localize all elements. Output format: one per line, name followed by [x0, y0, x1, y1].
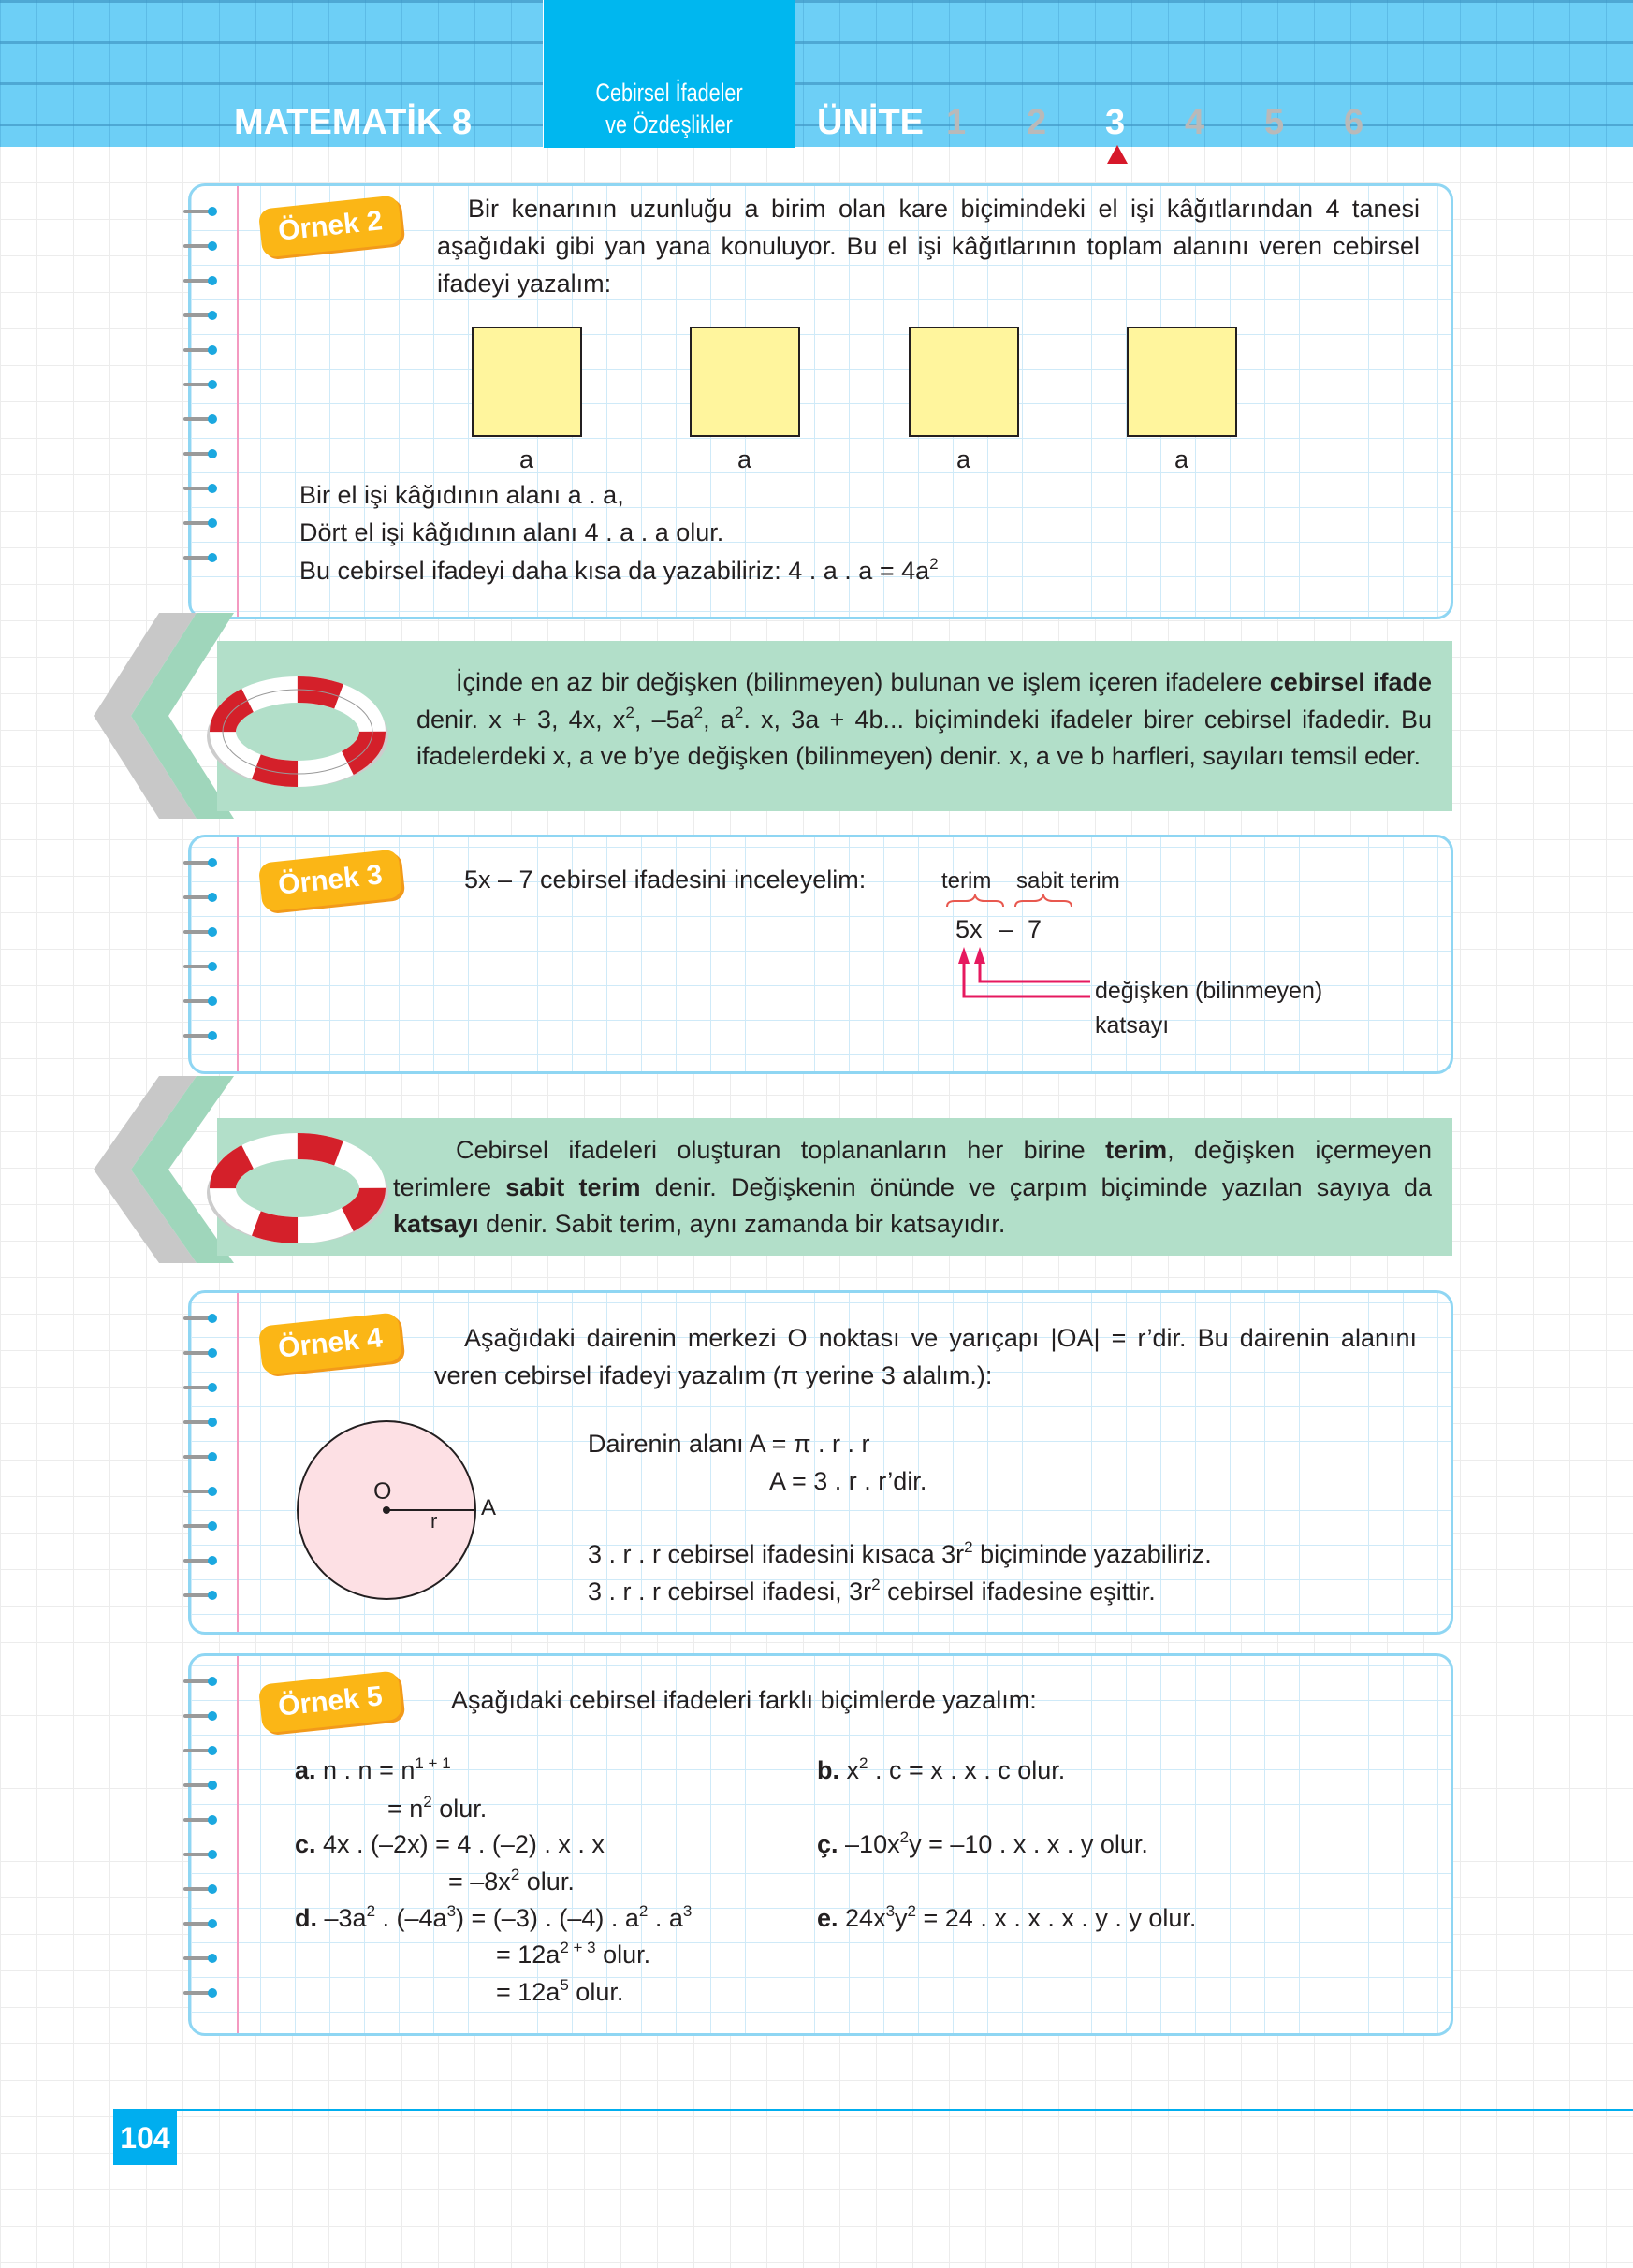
life-ring-icon — [202, 1132, 394, 1249]
text-segment: 4x . (–2x) = 4 . (–2) . x . x — [315, 1830, 605, 1858]
unit-1[interactable]: 1 — [946, 103, 967, 142]
term-brace-icon — [947, 895, 1003, 907]
item-a-line2 — [387, 1795, 487, 1824]
unit-2[interactable]: 2 — [1027, 103, 1047, 142]
constant-brace-icon — [1015, 895, 1072, 907]
text-segment: denir. x + 3, 4x, x — [416, 705, 626, 734]
bold-text: a. — [295, 1756, 316, 1784]
spiral-ring-icon — [183, 1591, 221, 1600]
spiral-ring-icon — [183, 962, 221, 971]
example-4-intro: Aşağıdaki dairenin merkezi O noktası ve yarıçapı |OA| = r’dir. Bu dairenin alanını veren cebirsel ifadeyi yazalım (π yerine 3 alalım.): — [434, 1324, 1417, 1389]
text-segment: = –8x — [448, 1868, 511, 1896]
item-d-line2 — [496, 1941, 650, 1970]
text-segment: . x, 3a + 4b... biçimindeki ifadeler birer cebirsel ifadedir. Bu ifadelerdeki x, a ve b’ye değişken (bilinmeyen) denir. x, a ve b harfleri, sayıları temsil eder. — [416, 705, 1432, 770]
center-label: O — [373, 1478, 392, 1505]
text-segment: –3a — [317, 1904, 367, 1932]
margin-line — [237, 1656, 239, 2033]
spiral-ring-icon — [183, 1711, 221, 1721]
margin-line — [237, 837, 239, 1071]
square-label: a — [737, 445, 752, 473]
example-5-intro: Aşağıdaki cebirsel ifadeleri farklı biçimlerde yazalım: — [451, 1686, 1037, 1714]
spiral-ring-icon — [183, 276, 221, 285]
topic-line1: Cebirsel İfadeler — [595, 79, 743, 107]
spiral-ring-icon — [183, 1884, 221, 1894]
spiral-ring-icon — [183, 1556, 221, 1565]
text-segment: y — [895, 1904, 908, 1932]
item-b-line1 — [817, 1756, 1065, 1785]
text-segment: olur. — [431, 1795, 488, 1823]
example-2-badge: Örnek 2 — [258, 195, 403, 257]
item-d-line3 — [496, 1978, 623, 2007]
spiral-ring-icon — [183, 1954, 221, 1963]
superscript: 3 — [885, 1902, 896, 1920]
topic-tab — [543, 0, 795, 148]
constant-term-label: sabit terim — [1016, 868, 1120, 894]
item-cc-line1 — [817, 1830, 1148, 1859]
example-3-badge: Örnek 3 — [258, 849, 403, 911]
spiral-ring-icon — [183, 1815, 221, 1825]
variable-arrow-icon — [980, 957, 1090, 981]
bold-text: katsayı — [393, 1210, 479, 1238]
text-segment: = 12a — [496, 1941, 561, 1969]
superscript: 2 + 3 — [560, 1939, 596, 1956]
superscript: 2 — [929, 555, 939, 573]
bold-text: sabit terim — [505, 1172, 641, 1201]
expr-5x: 5x — [955, 915, 983, 943]
superscript: 2 — [638, 1902, 649, 1920]
superscript: 2 — [734, 703, 744, 721]
spiral-ring-icon — [183, 858, 221, 867]
page-number: 104 — [113, 2111, 177, 2165]
term-label: terim — [941, 868, 992, 894]
example-3-intro: 5x – 7 cebirsel ifadesini inceleyelim: — [464, 865, 867, 894]
point-label: A — [481, 1495, 497, 1520]
spiral-ring-icon — [183, 1031, 221, 1040]
info-1-text — [416, 664, 1432, 776]
topic-line2: ve Özdeşlikler — [605, 110, 733, 138]
text-segment: 24x — [838, 1904, 886, 1932]
term-braces-and-arrows — [936, 894, 1104, 1006]
text-segment: cebirsel ifadesine eşittir. — [880, 1577, 1156, 1606]
spiral-ring-icon — [183, 1383, 221, 1392]
spiral-ring-icon — [183, 1781, 221, 1790]
bold-text: cebirsel ifade — [1269, 668, 1432, 696]
text-segment: ) = (–3) . (–4) . a — [456, 1904, 639, 1932]
variable-label: değişken (bilinmeyen) — [1095, 978, 1323, 1004]
text-segment: n . n = n — [315, 1756, 416, 1784]
spiral-ring-icon — [183, 484, 221, 493]
unit-5[interactable]: 5 — [1264, 103, 1285, 142]
margin-line — [237, 1293, 239, 1632]
spiral-ring-icon — [183, 1487, 221, 1496]
text-segment: biçiminde yazabiliriz. — [972, 1540, 1212, 1568]
superscript: 5 — [560, 1976, 569, 1994]
superscript: 2 — [510, 1866, 520, 1883]
superscript: 2 — [366, 1902, 376, 1920]
text-segment: olur. — [519, 1868, 575, 1896]
text-segment: y = –10 . x . x . y olur. — [909, 1830, 1148, 1858]
spiral-ring-icon — [183, 518, 221, 528]
text-segment: 3 . r . r cebirsel ifadesi, 3r — [588, 1577, 872, 1606]
spiral-ring-icon — [183, 996, 221, 1006]
spiral-ring-icon — [183, 1348, 221, 1358]
item-e-line1 — [817, 1904, 1196, 1933]
superscript: 2 — [871, 1576, 881, 1593]
bold-text: c. — [295, 1830, 316, 1858]
superscript: 2 — [859, 1754, 868, 1772]
spiral-ring-icon — [183, 1919, 221, 1928]
spiral-ring-icon — [183, 1850, 221, 1859]
area-line3 — [588, 1540, 1212, 1569]
text-segment: olur. — [568, 1978, 624, 2006]
spiral-ring-icon — [183, 927, 221, 937]
text-segment: = 24 . x . x . x . y . y olur. — [916, 1904, 1197, 1932]
spiral-ring-icon — [183, 1418, 221, 1427]
square-label: a — [956, 445, 971, 473]
info-2-text — [393, 1132, 1432, 1243]
spiral-ring-icon — [183, 207, 221, 216]
spiral-ring-icon — [183, 1988, 221, 1998]
bold-text: ç. — [817, 1830, 838, 1858]
example-2-line2: Dört el işi kâğıdının alanı 4 . a . a olur. — [299, 518, 724, 546]
area-line4 — [588, 1577, 1156, 1606]
spiral-ring-icon — [183, 553, 221, 562]
text-segment: denir. Değişkenin önünde ve çarpım biçiminde yazılan sayıya da — [640, 1172, 1432, 1201]
example-4-badge: Örnek 4 — [258, 1312, 403, 1374]
spiral-ring-icon — [183, 1746, 221, 1755]
paper-square — [1127, 327, 1237, 437]
spiral-ring-icon — [183, 380, 221, 389]
superscript: 3 — [446, 1902, 457, 1920]
spiral-ring-icon — [183, 449, 221, 458]
footer-line — [113, 2109, 1633, 2111]
text-segment: . a — [648, 1904, 683, 1932]
text-segment: Cebirsel ifadeleri oluşturan toplananların her birine — [456, 1136, 1106, 1164]
paper-square — [472, 327, 582, 437]
expr-7: 7 — [1028, 915, 1042, 943]
item-a-line1 — [295, 1756, 451, 1785]
unit-6[interactable]: 6 — [1344, 103, 1364, 142]
spiral-ring-icon — [183, 1314, 221, 1323]
area-line2: A = 3 . r . r’dir. — [769, 1467, 927, 1495]
text-segment: . c = x . x . c olur. — [868, 1756, 1066, 1784]
topic-title — [569, 77, 769, 140]
active-unit-marker-icon — [1107, 145, 1128, 164]
unit-4[interactable]: 4 — [1185, 103, 1205, 142]
spiral-ring-icon — [183, 345, 221, 355]
spiral-ring-icon — [183, 241, 221, 251]
spiral-ring-icon — [183, 311, 221, 320]
spiral-ring-icon — [183, 414, 221, 424]
bold-text: b. — [817, 1756, 839, 1784]
bold-text: d. — [295, 1904, 317, 1932]
text-segment: , değişken içermeyen terimlere — [393, 1136, 1432, 1201]
book-title: MATEMATİK 8 — [234, 103, 473, 142]
item-c-line2 — [448, 1868, 575, 1897]
bold-text: terim — [1105, 1136, 1168, 1164]
paper-square — [690, 327, 800, 437]
unit-label: ÜNİTE — [817, 103, 924, 142]
spiral-ring-icon — [183, 893, 221, 902]
superscript: 3 — [682, 1902, 693, 1920]
example-2-intro: Bir kenarının uzunluğu a birim olan kare biçimindeki el işi kâğıtlarından 4 tanesi aşağıdaki gibi yan yana konuluyor. Bu el işi kâğıtlarının toplam alanını veren cebirsel ifadeyi yazalım: — [437, 195, 1420, 298]
paper-square — [909, 327, 1019, 437]
text-segment: olur. — [595, 1941, 651, 1969]
spiral-ring-icon — [183, 1521, 221, 1531]
superscript: 1 + 1 — [415, 1754, 451, 1772]
coefficient-label: katsayı — [1095, 1012, 1170, 1039]
text-segment: x — [839, 1756, 860, 1784]
spiral-ring-icon — [183, 1677, 221, 1686]
circle-figure — [290, 1413, 496, 1609]
text-segment: , –5a — [634, 705, 694, 734]
bold-text: e. — [817, 1904, 838, 1932]
text-segment: = 12a — [496, 1978, 561, 2006]
text-segment: 3 . r . r cebirsel ifadesini kısaca 3r — [588, 1540, 965, 1568]
square-label: a — [1174, 445, 1189, 473]
page-header — [0, 0, 1633, 147]
square-label: a — [519, 445, 534, 473]
text-segment: = n — [387, 1795, 424, 1823]
item-c-line1 — [295, 1830, 605, 1859]
example-5-badge: Örnek 5 — [258, 1670, 403, 1733]
example-2-line3 — [299, 557, 939, 586]
area-line1: Dairenin alanı A = π . r . r — [588, 1430, 870, 1458]
expr-minus: – — [999, 915, 1014, 943]
superscript: 2 — [907, 1902, 917, 1920]
superscript: 2 — [964, 1538, 973, 1556]
text-segment: , a — [703, 705, 735, 734]
margin-line — [237, 186, 239, 617]
superscript: 2 — [693, 703, 704, 721]
text-segment: İçinde en az bir değişken (bilinmeyen) bulunan ve işlem içeren ifadelere — [456, 668, 1270, 696]
superscript: 2 — [625, 703, 634, 721]
unit-3[interactable]: 3 — [1105, 103, 1126, 142]
item-d-line1 — [295, 1904, 692, 1933]
life-ring-icon — [202, 676, 394, 792]
text-segment: Bu cebirsel ifadeyi daha kısa da yazabiliriz: 4 . a . a = 4a — [299, 557, 930, 585]
superscript: 2 — [423, 1793, 432, 1810]
example-2-line1: Bir el işi kâğıdının alanı a . a, — [299, 481, 624, 509]
radius-label: r — [430, 1509, 438, 1533]
text-segment: –10x — [838, 1830, 900, 1858]
text-segment: . (–4a — [375, 1904, 447, 1932]
superscript: 2 — [899, 1828, 910, 1846]
text-segment: denir. Sabit terim, aynı zamanda bir katsayıdır. — [478, 1210, 1006, 1238]
spiral-ring-icon — [183, 1452, 221, 1461]
